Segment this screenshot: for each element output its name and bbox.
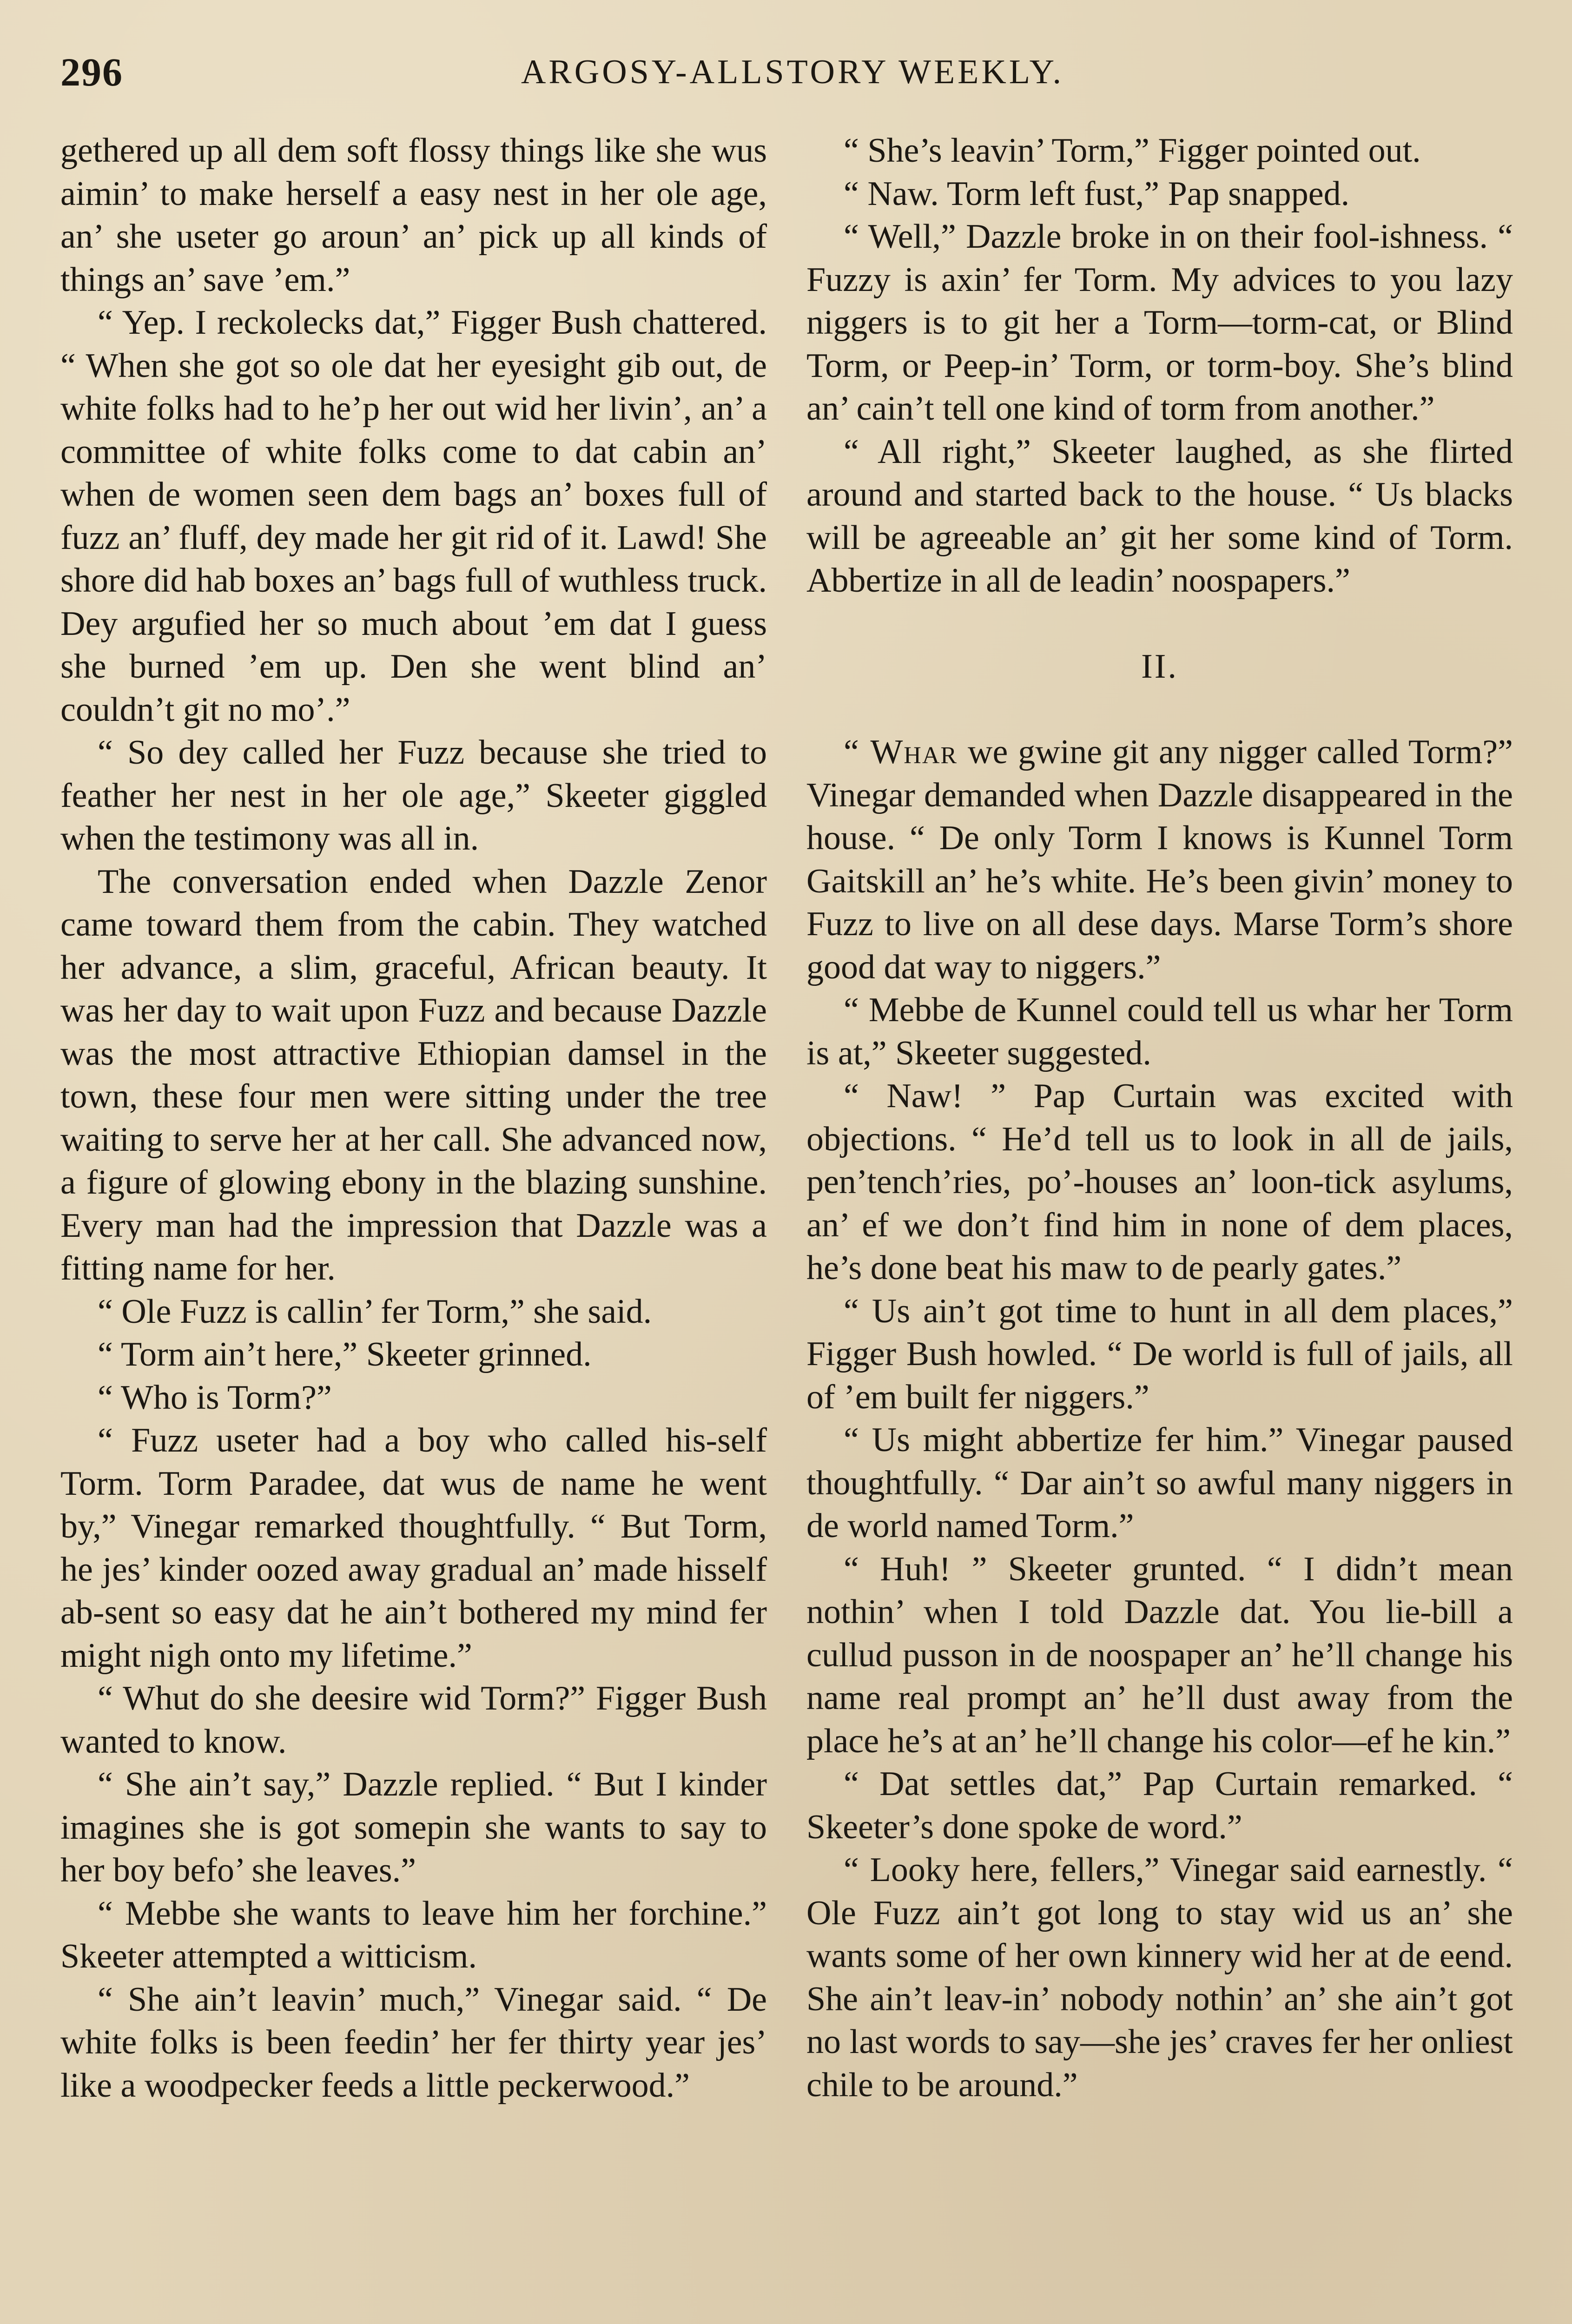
paragraph — [60, 1419, 767, 1677]
paragraph-text: “ Mebbe de Kunnel could tell us whar her Torm is at,” Skeeter suggested. — [806, 991, 1513, 1072]
running-head: ARGOSY-ALLSTORY WEEKLY. — [521, 53, 1064, 91]
paragraph-text: “ Whut do she deesire wid Torm?” Figger Bush wanted to know. — [60, 1679, 767, 1761]
paragraph — [60, 1376, 767, 1419]
paragraph-text: “ So dey called her Fuzz because she tried to feather her nest in her ole age,” Skeeter giggled when the testimony was all in. — [60, 733, 767, 858]
paragraph-text: “ Mebbe she wants to leave him her forchine.” Skeeter attempted a witticism. — [60, 1894, 767, 1975]
paragraph-text: “ Dat settles dat,” Pap Curtain remarked. “ Skeeter’s done spoke de word.” — [806, 1765, 1513, 1846]
paragraph — [806, 430, 1513, 602]
paragraph — [60, 860, 767, 1290]
paragraph — [806, 1763, 1513, 1849]
paragraph-text: “ Ole Fuzz is callin’ fer Torm,” she said. — [98, 1292, 652, 1331]
lead-word: “ Whar — [844, 733, 958, 771]
paragraph — [806, 1419, 1513, 1548]
paragraph-text: “ Yep. I reckolecks dat,” Figger Bush chattered. “ When she got so ole dat her eyesight gib out, de white folks had to he’p her out wid her livin’, an’ a committee of white folks come to dat cabin an’ when de women seen dem bags an’ boxes full of fuzz an’ fluff, dey made her git rid of it. Lawd! She shore did hab boxes an’ bags full of wuthless truck. Dey argufied her so much about ’em dat I guess she burned ’em up. Den she went blind an’ couldn’t git no mo’.” — [60, 304, 767, 729]
paragraph-text: we gwine git any nigger called Torm?” Vinegar demanded when Dazzle disappeared in the house. “ De only Torm I knows is Kunnel Torm Gaitskill an’ he’s white. He’s been givin’ money to Fuzz to live on all dese days. Marse Torm’s shore good dat way to niggers.” — [806, 733, 1513, 986]
paragraph — [60, 731, 767, 860]
paragraph — [806, 1075, 1513, 1290]
paragraph-text: “ Huh! ” Skeeter grunted. “ I didn’t mean nothin’ when I told Dazzle dat. You lie-bill a cullud pusson in de noospaper an’ he’ll change his name real prompt an’ he’ll dust away from the place he’s at an’ he’ll change his color—ef he kin.” — [806, 1550, 1513, 1760]
page-header — [60, 46, 1525, 98]
paragraph-text: “ Torm ain’t here,” Skeeter grinned. — [98, 1335, 592, 1373]
right-column — [806, 129, 1513, 2106]
paragraph — [806, 1548, 1513, 1763]
paragraph — [806, 172, 1513, 216]
paragraph-text: “ Us ain’t got time to hunt in all dem places,” Figger Bush howled. “ De world is full of jails, all of ’em built fer niggers.” — [806, 1292, 1513, 1416]
paragraph — [806, 731, 1513, 989]
paragraph-text: “ She’s leavin’ Torm,” Figger pointed out. — [844, 132, 1421, 170]
page-number: 296 — [60, 50, 123, 94]
paragraph — [806, 129, 1513, 172]
paragraph-text: “ Looky here, fellers,” Vinegar said earnestly. “ Ole Fuzz ain’t got long to stay wid us an’ she wants some of her own kinnery wid her at de eend. She ain’t leav-in’ nobody nothin’ an’ she ain’t got no last words to say—she jes’ craves fer her onliest chile to be around.” — [806, 1851, 1513, 2104]
paragraph — [806, 1849, 1513, 2106]
paragraph-text: “ She ain’t say,” Dazzle replied. “ But I kinder imagines she is got somepin she wants to say to her boy befo’ she leaves.” — [60, 1765, 767, 1889]
paragraph-text: “ She ain’t leavin’ much,” Vinegar said. “ De white folks is been feedin’ her fer thirty year jes’ like a woodpecker feeds a little peckerwood.” — [60, 1980, 767, 2105]
paragraph — [806, 215, 1513, 430]
left-column — [60, 129, 767, 2107]
paragraph-text: “ Well,” Dazzle broke in on their fool-ishness. “ Fuzzy is axin’ fer Torm. My advices to you lazy niggers is to git her a Torm—torm-cat, or Blind Torm, or Peep-in’ Torm, or torm-boy. She’s blind an’ cain’t tell one kind of torm from another.” — [806, 218, 1513, 428]
paragraph — [60, 1290, 767, 1334]
paragraph-text: The conversation ended when Dazzle Zenor came toward them from the cabin. They watched her advance, a slim, graceful, African beauty. It was her day to wait upon Fuzz and because Dazzle was the most attractive Ethiopian damsel in the town, these four men were sitting under the tree waiting to serve her at her call. She advanced now, a figure of glowing ebony in the blazing sunshine. Every man had the impression that Dazzle was a fitting name for her. — [60, 862, 767, 1287]
paragraph — [60, 301, 767, 731]
paragraph-text: “ All right,” Skeeter laughed, as she flirted around and started back to the house. “ Us blacks will be agreeable an’ git her some kind of Torm. Abbertize in all de leadin’ noospapers.” — [806, 432, 1513, 600]
paragraph-text: “ Naw! ” Pap Curtain was excited with objections. “ He’d tell us to look in all de jails, pen’tench’ries, po’-houses an’ loon-tick asylums, an’ ef we don’t find him in none of dem places, he’s done beat his maw to de pearly gates.” — [806, 1077, 1513, 1287]
paragraph — [60, 1677, 767, 1763]
paragraph-text: “ Fuzz useter had a boy who called his-self Torm. Torm Paradee, dat wus de name he went by,” Vinegar remarked thoughtfully. “ But Torm, he jes’ kinder oozed away gradual an’ made hisself ab-sent so easy dat he ain’t bothered my mind fer might nigh onto my lifetime.” — [60, 1421, 767, 1675]
paragraph — [806, 1290, 1513, 1419]
paragraph — [806, 989, 1513, 1075]
paragraph-text: “ Who is Torm?” — [98, 1378, 332, 1417]
paragraph-text: “ Naw. Torm left fust,” Pap snapped. — [844, 174, 1350, 213]
section-heading: II. — [1141, 647, 1178, 686]
paragraph — [60, 1978, 767, 2107]
paragraph — [60, 1892, 767, 1978]
paragraph — [60, 1763, 767, 1892]
paragraph-text: “ Us might abbertize fer him.” Vinegar paused thoughtfully. “ Dar ain’t so awful many niggers in de world named Torm.” — [806, 1421, 1513, 1545]
paragraph — [60, 1333, 767, 1376]
paragraph — [60, 129, 767, 301]
paragraph-text: gethered up all dem soft flossy things like she wus aimin’ to make herself a easy nest in her ole age, an’ she useter go aroun’ an’ pick up all kinds of things an’ save ’em.” — [60, 132, 767, 299]
